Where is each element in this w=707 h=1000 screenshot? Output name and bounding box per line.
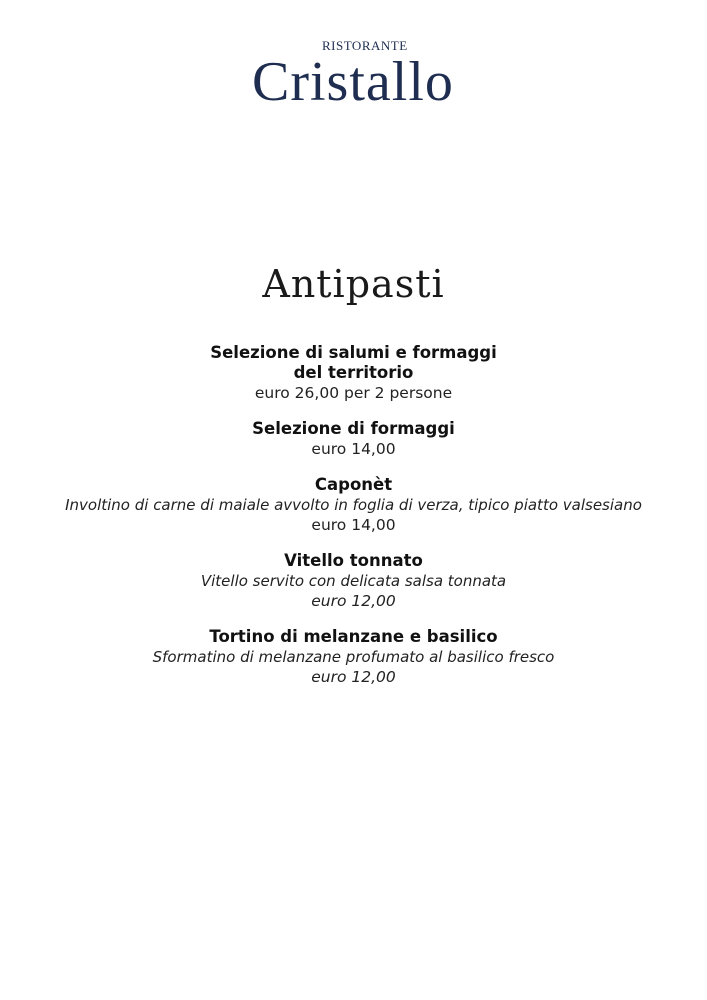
item-description: Vitello servito con delicata salsa tonnata (200, 572, 507, 590)
item-price: euro 26,00 per 2 persone (254, 384, 453, 402)
logo-top-word: RISTORANTE (322, 38, 408, 53)
menu-item (0, 343, 707, 403)
item-price: euro 12,00 (311, 668, 396, 686)
logo-name: Cristallo (252, 51, 454, 113)
item-price: euro 14,00 (311, 516, 396, 534)
item-price: euro 12,00 (311, 592, 396, 610)
menu-item (0, 627, 707, 687)
item-description: Sformatino di melanzane profumato al basilico fresco (152, 648, 555, 666)
logo-graphic (250, 28, 460, 113)
menu-item (0, 551, 707, 611)
restaurant-logo (250, 28, 460, 113)
menu-item (0, 475, 707, 535)
section-title: Antipasti (262, 262, 445, 306)
item-price: euro 14,00 (311, 440, 396, 458)
item-name: Tortino di melanzane e basilico (209, 627, 498, 646)
item-name-continued: del territorio (293, 363, 414, 382)
item-description: Involtino di carne di maiale avvolto in foglia di verza, tipico piatto valsesiano (65, 496, 642, 514)
item-name: Selezione di formaggi (252, 419, 455, 438)
item-name: Vitello tonnato (284, 551, 423, 570)
item-name: Selezione di salumi e formaggi (210, 343, 497, 362)
item-name: Caponèt (314, 475, 393, 494)
menu-item (0, 419, 707, 459)
menu-list (0, 343, 707, 703)
